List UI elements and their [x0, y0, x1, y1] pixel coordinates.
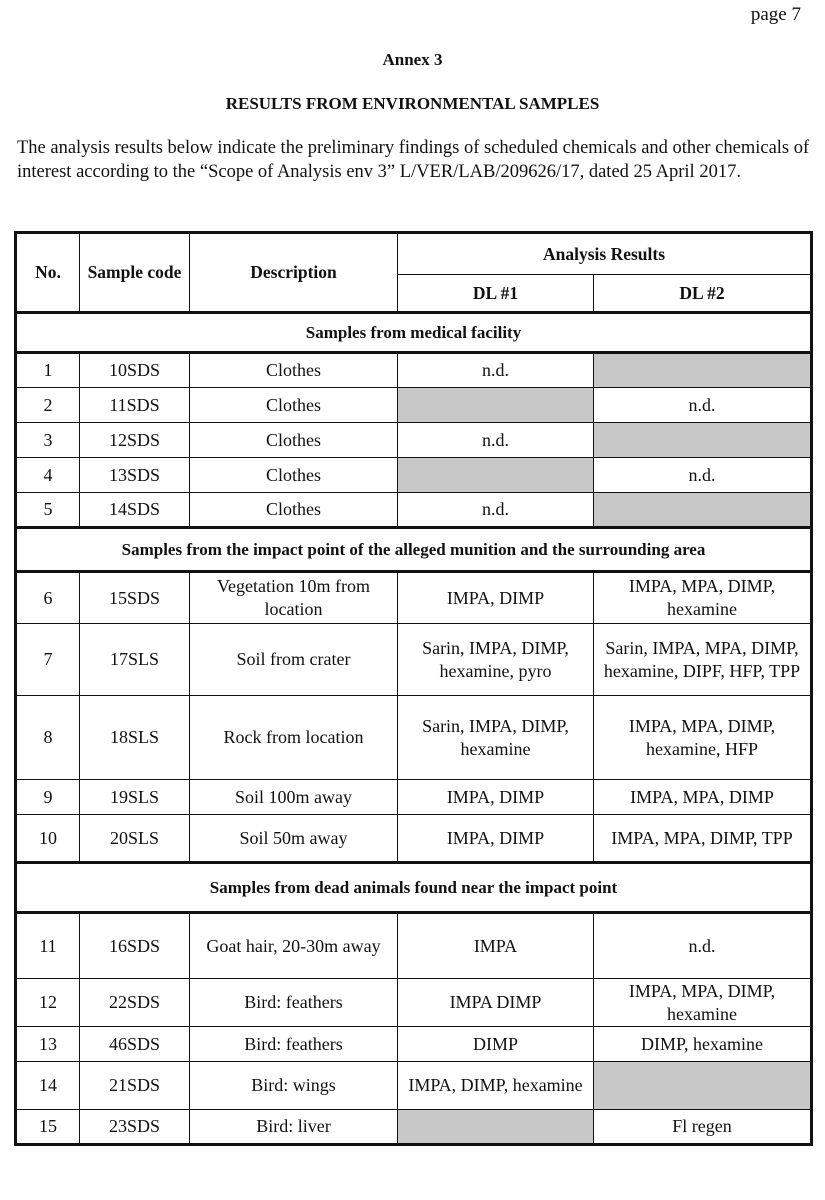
- cell-description: Rock from location: [190, 696, 398, 780]
- cell-description: Clothes: [190, 388, 398, 423]
- cell-description: Bird: liver: [190, 1110, 398, 1145]
- cell-sample-code: 11SDS: [80, 388, 190, 423]
- cell-no: 3: [16, 423, 80, 458]
- table-row: [16, 572, 812, 624]
- section-header-row: [16, 528, 812, 572]
- section-title: Samples from the impact point of the alleged munition and the surrounding area: [16, 528, 812, 572]
- table-row: [16, 423, 812, 458]
- header-description: Description: [190, 233, 398, 313]
- results-table: [14, 231, 813, 1146]
- annex-title: Annex 3: [382, 50, 443, 69]
- cell-description: Soil 50m away: [190, 815, 398, 863]
- table-row: [16, 815, 812, 863]
- cell-dl2: IMPA, MPA, DIMP: [594, 780, 812, 815]
- cell-dl2: IMPA, MPA, DIMP, hexamine: [594, 572, 812, 624]
- cell-dl1: n.d.: [398, 423, 594, 458]
- table-row: [16, 696, 812, 780]
- cell-dl2: Sarin, IMPA, MPA, DIMP, hexamine, DIPF, HFP, TPP: [594, 624, 812, 696]
- cell-description: Bird: feathers: [190, 1027, 398, 1062]
- cell-no: 8: [16, 696, 80, 780]
- cell-sample-code: 23SDS: [80, 1110, 190, 1145]
- cell-dl1: [398, 1110, 594, 1145]
- cell-description: Soil 100m away: [190, 780, 398, 815]
- cell-no: 4: [16, 458, 80, 493]
- cell-dl2: [594, 353, 812, 388]
- section-heading: RESULTS FROM ENVIRONMENTAL SAMPLES: [225, 94, 600, 113]
- cell-sample-code: 13SDS: [80, 458, 190, 493]
- cell-sample-code: 20SLS: [80, 815, 190, 863]
- table-row: [16, 1027, 812, 1062]
- cell-no: 7: [16, 624, 80, 696]
- page-number: page 7: [750, 4, 801, 25]
- cell-dl1: n.d.: [398, 493, 594, 528]
- header-analysis-results: Analysis Results: [398, 233, 812, 275]
- cell-dl1: IMPA, DIMP: [398, 572, 594, 624]
- cell-sample-code: 46SDS: [80, 1027, 190, 1062]
- cell-description: Soil from crater: [190, 624, 398, 696]
- cell-description: Clothes: [190, 458, 398, 493]
- table-body: [16, 313, 812, 1145]
- cell-no: 1: [16, 353, 80, 388]
- cell-description: Bird: wings: [190, 1062, 398, 1110]
- cell-dl2: [594, 1062, 812, 1110]
- cell-dl1: IMPA DIMP: [398, 979, 594, 1027]
- header-dl2: DL #2: [594, 275, 812, 313]
- cell-dl1: IMPA, DIMP: [398, 780, 594, 815]
- cell-dl2: IMPA, MPA, DIMP, hexamine, HFP: [594, 696, 812, 780]
- section-header-row: [16, 313, 812, 353]
- table-row: [16, 458, 812, 493]
- cell-dl1: [398, 388, 594, 423]
- table-row: [16, 493, 812, 528]
- cell-no: 15: [16, 1110, 80, 1145]
- cell-no: 5: [16, 493, 80, 528]
- cell-sample-code: 10SDS: [80, 353, 190, 388]
- cell-sample-code: 22SDS: [80, 979, 190, 1027]
- header-dl1: DL #1: [398, 275, 594, 313]
- cell-dl2: n.d.: [594, 913, 812, 979]
- cell-sample-code: 16SDS: [80, 913, 190, 979]
- cell-dl2: IMPA, MPA, DIMP, hexamine: [594, 979, 812, 1027]
- cell-no: 11: [16, 913, 80, 979]
- cell-sample-code: 14SDS: [80, 493, 190, 528]
- table-row: [16, 780, 812, 815]
- cell-dl2: DIMP, hexamine: [594, 1027, 812, 1062]
- cell-no: 12: [16, 979, 80, 1027]
- cell-sample-code: 12SDS: [80, 423, 190, 458]
- table-row: [16, 1062, 812, 1110]
- cell-description: Clothes: [190, 423, 398, 458]
- cell-dl2: [594, 493, 812, 528]
- table-row: [16, 979, 812, 1027]
- table-row: [16, 353, 812, 388]
- cell-sample-code: 17SLS: [80, 624, 190, 696]
- table-row: [16, 388, 812, 423]
- cell-dl1: IMPA, DIMP, hexamine: [398, 1062, 594, 1110]
- cell-description: Clothes: [190, 353, 398, 388]
- cell-description: Bird: feathers: [190, 979, 398, 1027]
- cell-dl2: [594, 423, 812, 458]
- table-row: [16, 624, 812, 696]
- section-title: Samples from dead animals found near the impact point: [16, 863, 812, 913]
- cell-sample-code: 19SLS: [80, 780, 190, 815]
- header-no: No.: [16, 233, 80, 313]
- cell-dl2: n.d.: [594, 388, 812, 423]
- cell-no: 10: [16, 815, 80, 863]
- section-title: Samples from medical facility: [16, 313, 812, 353]
- cell-dl1: [398, 458, 594, 493]
- cell-description: Vegetation 10m from location: [190, 572, 398, 624]
- cell-sample-code: 15SDS: [80, 572, 190, 624]
- intro-paragraph: The analysis results below indicate the preliminary findings of scheduled chemicals and other chemicals of interest according to the “Scope of Analysis env 3” L/VER/LAB/209626/17, dated 25 April 2017.: [17, 138, 810, 182]
- table-row: [16, 1110, 812, 1145]
- section-header-row: [16, 863, 812, 913]
- cell-dl1: IMPA: [398, 913, 594, 979]
- cell-sample-code: 21SDS: [80, 1062, 190, 1110]
- cell-description: Goat hair, 20-30m away: [190, 913, 398, 979]
- cell-no: 13: [16, 1027, 80, 1062]
- cell-description: Clothes: [190, 493, 398, 528]
- cell-dl1: Sarin, IMPA, DIMP, hexamine, pyro: [398, 624, 594, 696]
- cell-dl1: Sarin, IMPA, DIMP, hexamine: [398, 696, 594, 780]
- cell-sample-code: 18SLS: [80, 696, 190, 780]
- cell-dl1: n.d.: [398, 353, 594, 388]
- cell-dl1: IMPA, DIMP: [398, 815, 594, 863]
- cell-dl2: Fl regen: [594, 1110, 812, 1145]
- cell-dl1: DIMP: [398, 1027, 594, 1062]
- cell-no: 2: [16, 388, 80, 423]
- cell-no: 9: [16, 780, 80, 815]
- table-row: [16, 913, 812, 979]
- cell-no: 6: [16, 572, 80, 624]
- cell-dl2: IMPA, MPA, DIMP, TPP: [594, 815, 812, 863]
- cell-no: 14: [16, 1062, 80, 1110]
- header-sample-code: Sample code: [80, 233, 190, 313]
- cell-dl2: n.d.: [594, 458, 812, 493]
